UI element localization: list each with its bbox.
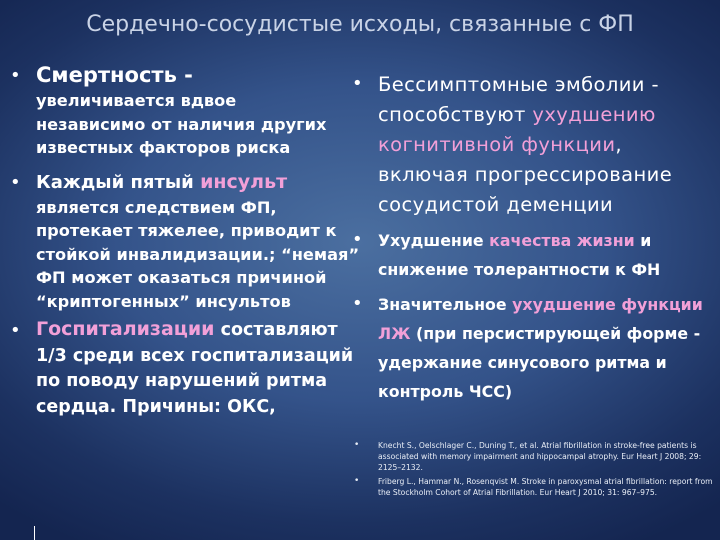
lv-pre: Значительное xyxy=(378,295,513,314)
bullet-icon: • xyxy=(10,171,21,193)
bullet-icon: • xyxy=(10,65,21,86)
stroke-pre: Каждый пятый xyxy=(36,171,201,193)
bullet-icon: • xyxy=(352,293,363,314)
hospital-item xyxy=(6,317,368,420)
quality-pre: Ухудшение xyxy=(378,231,490,250)
lv-highlight: ухудшение функции ЛЖ xyxy=(378,295,703,343)
mortality-dash: - xyxy=(176,63,193,87)
stroke-highlight: инсульт xyxy=(200,170,288,193)
lv-text: (при персистирующей форме - удержание синусового ритма и контроль ЧСС) xyxy=(378,324,701,401)
quality-highlight: качества жизни xyxy=(489,231,635,250)
bullet-icon: • xyxy=(352,73,363,94)
reference-item xyxy=(348,476,720,498)
mortality-item xyxy=(6,62,368,160)
stroke-item xyxy=(6,169,368,314)
embolism-pre: Бессимптомные эмболии - способствуют xyxy=(378,73,659,126)
references xyxy=(348,440,720,501)
embolism-text: , включая прогрессирование сосудистой деменции xyxy=(378,133,673,216)
bullet-icon: • xyxy=(352,229,363,250)
bullet-icon: • xyxy=(354,476,360,486)
bullet-icon: • xyxy=(354,440,360,450)
left-column xyxy=(6,62,368,420)
hospital-highlight: Госпитализации xyxy=(36,318,215,340)
reference-item xyxy=(348,440,720,473)
hospital-text: составляют 1/3 среди всех госпитализаций по поводу нарушений ритма сердца. Причины: ОКС, xyxy=(36,320,354,417)
right-column xyxy=(348,70,716,406)
reference-text: Knecht S., Oelschlager C., Duning T., et al. Atrial fibrillation in stroke-free patients is associated with memory impairment and hippocampal atrophy. Eur Heart J 2008; 29: 2125–2132. xyxy=(378,441,702,472)
slide-title: Сердечно-сосудистые исходы, связанные с ФП xyxy=(86,12,634,37)
embolism-highlight: ухудшению когнитивной функции xyxy=(378,103,656,156)
quality-text: и снижение толерантности к ФН xyxy=(378,231,661,279)
embolism-item xyxy=(348,70,716,220)
reference-text: Friberg L., Hammar N., Rosenqvist M. Stroke in paroxysmal atrial fibrillation: report from the Stockholm Cohort of Atrial Fibrillation. Eur Heart J 2010; 31: 967–975. xyxy=(378,477,713,497)
bullet-icon: • xyxy=(10,320,21,341)
mortality-text: увеличивается вдвое независимо от наличия других известных факторов риска xyxy=(36,91,327,157)
lv-item xyxy=(348,290,716,406)
stroke-text: является следствием ФП, протекает тяжелее, приводит к стойкой инвалидизации.; “немая” ФП может оказаться причиной “криптогенных” инсультов xyxy=(36,197,360,311)
text-cursor xyxy=(34,526,35,540)
quality-item xyxy=(348,226,716,284)
mortality-heading: Смертность xyxy=(36,63,177,87)
